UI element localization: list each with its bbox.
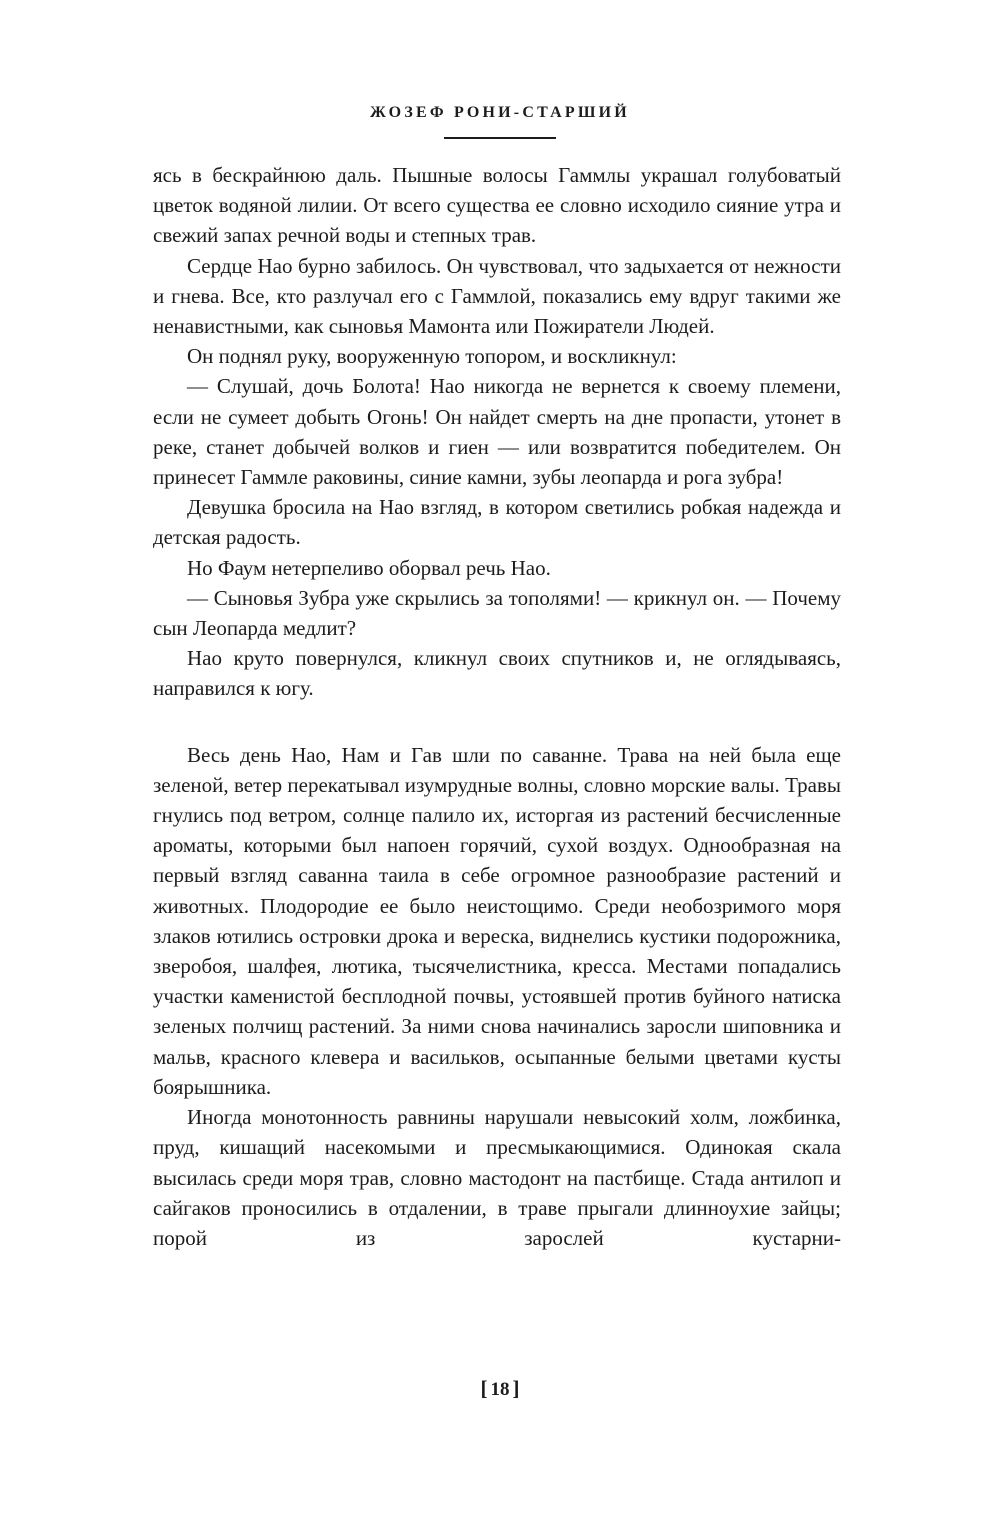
section-break: [153, 704, 841, 740]
paragraph: Весь день Нао, Нам и Гав шли по саванне. Трава на ней была еще зеленой, ветер перекатывал изумрудные волны, словно морские валы. Травы гнулись под ветром, солнце палило их, исторгая из растений бесчисленные ароматы, которыми был напоен горячий, сухой воздух. Однообразная на первый взгляд саванна таила в себе огромное разнообразие растений и животных. Плодородие ее было неистощимо. Среди необозримого моря злаков ютились островки дрока и вереска, виднелись кустики подорожника, зверобоя, шалфея, лютика, тысячелистника, кресса. Местами попадались участки каменистой бесплодной почвы, устоявшей против буйного натиска зеленых полчищ растений. За ними снова начинались заросли шиповника и мальв, красного клевера и васильков, осыпанные белыми цветами кусты боярышника.: [153, 742, 841, 1099]
body-text: [153, 160, 841, 1253]
dialogue-paragraph: — Сыновья Зубра уже скрылись за тополями! — крикнул он. — Почему сын Леопарда медлит?: [153, 585, 841, 641]
page-number: [0, 1376, 1000, 1401]
paragraph: Но Фаум нетерпеливо оборвал речь Нао.: [187, 555, 551, 580]
page-number-value: 18: [490, 1379, 510, 1400]
paragraph-continued: ясь в бескрайнюю даль. Пышные волосы Гаммлы украшал голубоватый цветок водяной лилии. От всего существа ее словно исходило сияние утра и свежий запах речной воды и степных трав.: [153, 163, 841, 248]
folio-bracket-close: ]: [512, 1376, 520, 1400]
paragraph: Нао круто повернулся, кликнул своих спутников и, не оглядываясь, направился к югу.: [153, 646, 841, 701]
paragraph: Сердце Нао бурно забилось. Он чувствовал, что задыхается от нежности и гнева. Все, кто разлучал его с Гаммлой, показались ему вдруг такими же ненавистными, как сыновья Мамонта или Пожиратели Людей.: [153, 253, 841, 339]
dialogue-paragraph: — Слушай, дочь Болота! Нао никогда не вернется к своему племени, если не сумеет добыть Огонь! Он найдет смерть на дне пропасти, утонет в реке, станет добычей волков и гиен — или возвратится победителем. Он принесет Гаммле раковины, синие камни, зубы леопарда и рога зубра!: [153, 374, 841, 490]
running-title: ЖОЗЕФ РОНИ-СТАРШИЙ: [370, 104, 630, 121]
paragraph: Он поднял руку, вооруженную топором, и воскликнул:: [187, 344, 677, 369]
paragraph: Девушка бросила на Нао взгляд, в котором светились робкая надежда и детская радость.: [153, 495, 841, 550]
folio-bracket-open: [: [480, 1376, 488, 1400]
paragraph: Иногда монотонность равнины нарушали невысокий холм, ложбинка, пруд, кишащий насекомыми и пресмыкающимися. Одинокая скала высилась среди моря трав, словно мастодонт на пастбище. Стада антилоп и сайгаков проносились в отдалении, в траве прыгали длинноухие зайцы; порой из зарослей кустарни-: [153, 1105, 841, 1250]
header-rule: [444, 137, 556, 139]
